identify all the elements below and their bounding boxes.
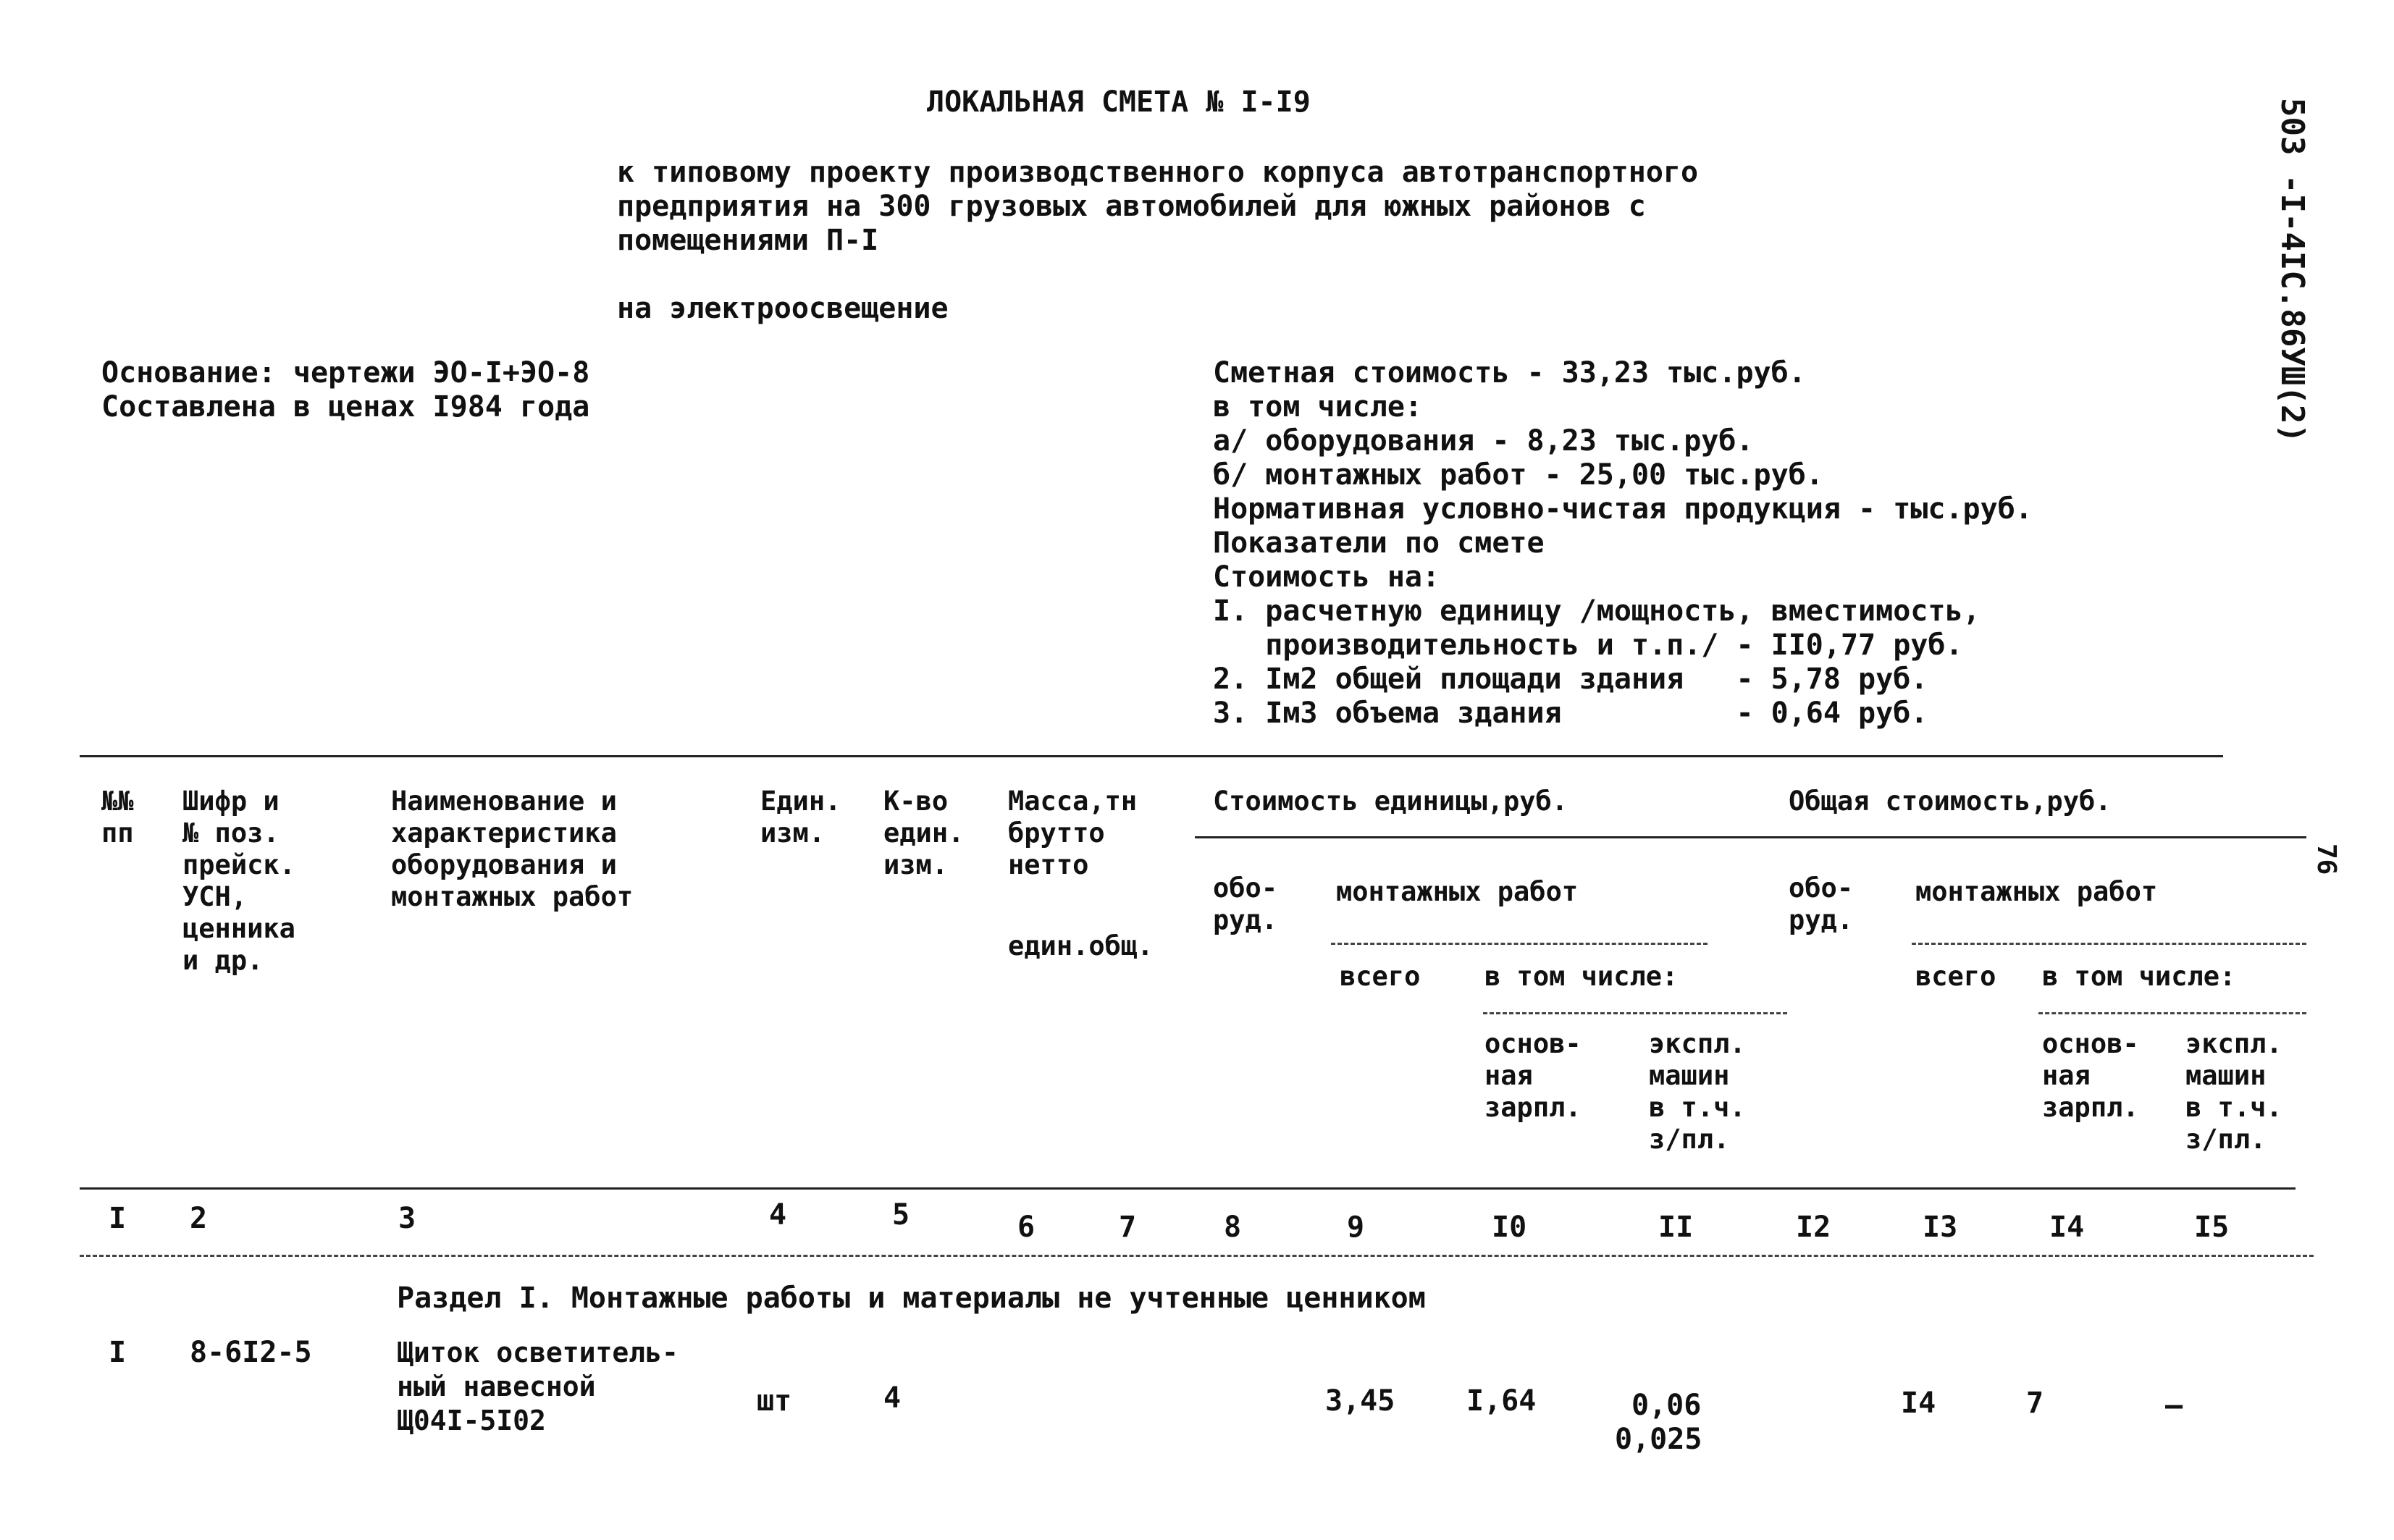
header-unit-cost: Стоимость единицы,руб.	[1213, 786, 1568, 817]
row-unit-base-wage: I,64	[1466, 1384, 1537, 1418]
numbers-bottom-rule	[80, 1255, 2314, 1257]
cost-line-3: а/ оборудования - 8,23 тыс.руб.	[1213, 424, 1754, 458]
header-unit-incl: в том числе:	[1484, 961, 1679, 992]
unit-install-rule	[1331, 943, 1708, 945]
cost-line-2: в том числе:	[1213, 390, 1422, 424]
row-num: I	[109, 1336, 127, 1369]
column-number: 5	[892, 1198, 910, 1232]
column-number: II	[1658, 1211, 1694, 1244]
page-number: 76	[2311, 843, 2341, 875]
table-top-rule	[80, 755, 2223, 757]
total-incl-rule	[2038, 1012, 2306, 1014]
purpose-line: на электроосвещение	[617, 292, 949, 325]
header-unit-equip: обо- руд.	[1213, 872, 1278, 935]
header-total-cost: Общая стоимость,руб.	[1789, 786, 2112, 817]
header-mass-sub: един.общ.	[1008, 930, 1154, 962]
estimate-title: ЛОКАЛЬНАЯ СМЕТА № I-I9	[927, 85, 1311, 119]
column-number: 3	[398, 1202, 416, 1235]
header-unit-machines: экспл. машин в т.ч. з/пл.	[1649, 1028, 1746, 1155]
cost-line-7: Стоимость на:	[1213, 560, 1440, 594]
header-col-num: №№ пп	[101, 786, 134, 849]
column-number: 2	[190, 1202, 208, 1235]
side-document-code: 503 -I-4IС.86УШ(2)	[2274, 98, 2311, 443]
column-number: I5	[2194, 1211, 2230, 1244]
row-code: 8-6I2-5	[190, 1336, 312, 1369]
column-number: I0	[1492, 1211, 1527, 1244]
column-number: 4	[769, 1198, 787, 1232]
cost-line-5: Нормативная условно-чистая продукция - тыс.руб.	[1213, 492, 2033, 526]
total-install-rule	[1912, 943, 2306, 945]
column-number: 7	[1119, 1211, 1137, 1244]
header-total-install-total: всего	[1915, 961, 1996, 992]
column-number: I	[109, 1202, 127, 1235]
row-qty: 4	[883, 1381, 902, 1415]
cost-line-11: 3. Iм3 объема здания - 0,64 руб.	[1213, 697, 1928, 730]
header-col-code: Шифр и № поз. прейск. УСН, ценника и др.	[182, 786, 295, 976]
cost-group-rule	[1195, 836, 2306, 838]
row-name: Щиток осветитель- ный навесной Щ04I-5I02	[397, 1337, 679, 1436]
subtitle-line-3: помещениями П-I	[617, 224, 879, 257]
header-col-unit: Един. изм.	[760, 786, 841, 849]
row-total-base-wage: 7	[2026, 1387, 2044, 1420]
header-bottom-rule	[80, 1187, 2296, 1190]
row-unit: шт	[757, 1384, 792, 1418]
cost-line-6: Показатели по смете	[1213, 526, 1545, 560]
column-number: 6	[1017, 1211, 1036, 1244]
row-unit-install-total: 3,45	[1325, 1384, 1395, 1418]
header-total-machines: экспл. машин в т.ч. з/пл.	[2185, 1028, 2282, 1155]
column-number: 9	[1347, 1211, 1365, 1244]
section-title: Раздел I. Монтажные работы и материалы не учтенные ценником	[397, 1282, 1426, 1315]
cost-line-1: Сметная стоимость - 33,23 тыс.руб.	[1213, 356, 1806, 390]
header-total-incl: в том числе:	[2042, 961, 2236, 992]
row-unit-machines: 0,06	[1631, 1389, 1702, 1422]
unit-incl-rule	[1483, 1012, 1787, 1014]
cost-line-10: 2. Iм2 общей площади здания - 5,78 руб.	[1213, 662, 1928, 696]
header-total-install: монтажных работ	[1915, 876, 2158, 907]
header-col-qty: К-во един. изм.	[883, 786, 965, 880]
column-number: I3	[1923, 1211, 1958, 1244]
column-number: I4	[2049, 1211, 2085, 1244]
row-unit-machines-wage: 0,025	[1615, 1423, 1702, 1456]
header-col-mass: Масса,тн брутто нетто	[1008, 786, 1138, 880]
header-col-name: Наименование и характеристика оборудования и монтажных работ	[391, 786, 634, 912]
cost-line-4: б/ монтажных работ - 25,00 тыс.руб.	[1213, 458, 1823, 492]
subtitle-line-1: к типовому проекту производственного корпуса автотранспортного	[617, 156, 1699, 189]
row-total-install: I4	[1901, 1387, 1936, 1420]
header-total-equip: обо- руд.	[1789, 872, 1854, 935]
row-total-machines: –	[2165, 1389, 2183, 1422]
header-unit-install-total: всего	[1340, 961, 1421, 992]
basis-line-2: Составлена в ценах I984 года	[101, 390, 590, 424]
column-number: 8	[1224, 1211, 1242, 1244]
header-total-base-wage: основ- ная зарпл.	[2042, 1028, 2139, 1123]
cost-line-8: I. расчетную единицу /мощность, вместимость,	[1213, 594, 1981, 628]
subtitle-line-2: предприятия на 300 грузовых автомобилей для южных районов с	[617, 190, 1646, 223]
cost-line-9: производительность и т.п./ - II0,77 руб.	[1213, 628, 1963, 662]
column-number: I2	[1796, 1211, 1831, 1244]
basis-line-1: Основание: чертежи ЭО-I+ЭО-8	[101, 356, 590, 390]
header-unit-base-wage: основ- ная зарпл.	[1484, 1028, 1582, 1123]
header-unit-install: монтажных работ	[1336, 876, 1579, 907]
